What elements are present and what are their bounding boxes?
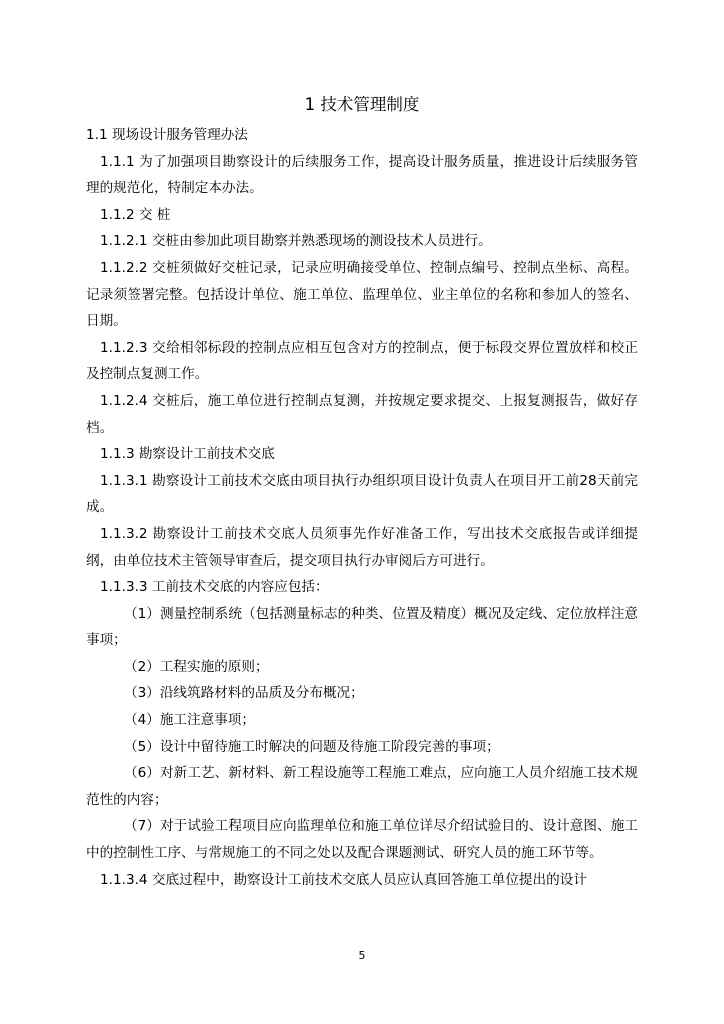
list-item: （2）工程实施的原则； <box>124 658 269 675</box>
paragraph: 1.1.1 为了加强项目勘察设计的后续服务工作，提高设计服务质量，推进设计后续服务管理的规范化，特制定本办法。 <box>86 153 638 197</box>
list-item: （5）设计中留待施工时解决的问题及待施工阶段完善的事项； <box>124 738 500 755</box>
list-item: （3）沿线筑路材料的品质及分布概况； <box>124 685 364 702</box>
paragraph: 1.1.3.2 勘察设计工前技术交底人员须事先作好准备工作，写出技术交底报告或详细提纲，由单位技术主管领导审查后，提交项目执行办审阅后方可进行。 <box>86 525 638 569</box>
list-item: （6）对新工艺、新材料、新工程设施等工程施工难点，应向施工人员介绍施工技术规范性的内容； <box>86 765 638 808</box>
paragraph: 1.1.3.3 工前技术交底的内容应包括： <box>100 579 329 596</box>
paragraph: 1.1.2.3 交给相邻标段的控制点应相互包含对方的控制点，便于标段交界位置放样和校正及控制点复测工作。 <box>86 339 638 383</box>
subsection-heading: 1.1.2 交 桩 <box>100 206 171 223</box>
paragraph: 1.1.2.1 交桩由参加此项目勘察并熟悉现场的测设技术人员进行。 <box>100 233 492 250</box>
document-body <box>86 122 638 893</box>
list-item: （4）施工注意事项； <box>124 712 255 729</box>
section-heading: 1.1 现场设计服务管理办法 <box>86 127 248 143</box>
list-item: （1）测量控制系统（包括测量标志的种类、位置及精度）概况及定线、定位放样注意事项； <box>86 605 638 649</box>
paragraph: 1.1.2.4 交桩后，施工单位进行控制点复测，并按规定要求提交、上报复测报告，做好存档。 <box>86 392 638 436</box>
list-item: （7）对于试验工程项目应向监理单位和施工单位详尽介绍试验目的、设计意图、施工中的控制性工序、与常规施工的不同之处以及配合课题测试、研究人员的施工环节等。 <box>86 818 638 862</box>
subsection-heading: 1.1.3 勘察设计工前技术交底 <box>100 446 275 463</box>
page-number: 5 <box>358 949 366 962</box>
paragraph: 1.1.2.2 交桩须做好交桩记录，记录应明确接受单位、控制点编号、控制点坐标、高程。记录须签署完整。包括设计单位、施工单位、监理单位、业主单位的名称和参加人的签名、日期。 <box>86 259 638 330</box>
page-title: 1 技术管理制度 <box>304 95 420 114</box>
paragraph: 1.1.3.4 交底过程中，勘察设计工前技术交底人员应认真回答施工单位提出的设计 <box>100 871 587 888</box>
paragraph: 1.1.3.1 勘察设计工前技术交底由项目执行办组织项目设计负责人在项目开工前28天前完成。 <box>86 472 638 516</box>
